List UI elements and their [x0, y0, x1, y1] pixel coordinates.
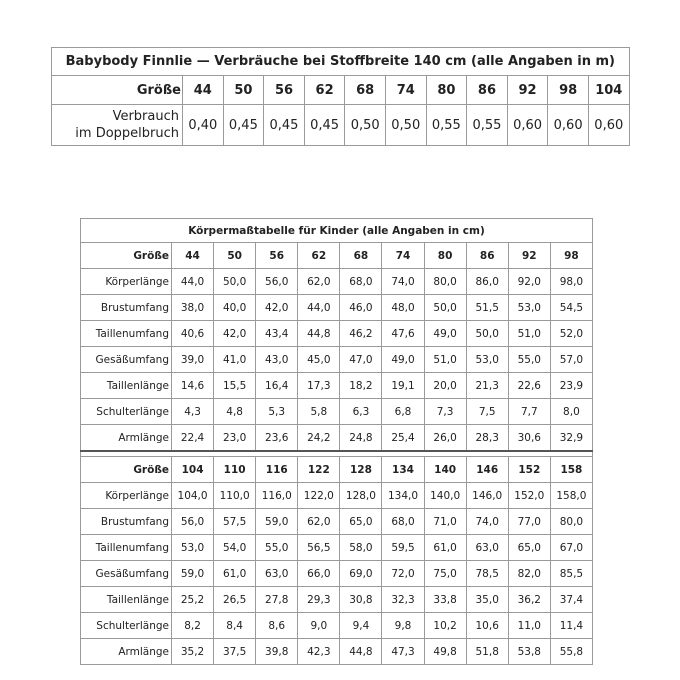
value-cell: 66,0	[298, 561, 340, 587]
value-cell: 122,0	[298, 483, 340, 509]
value-cell: 146,0	[466, 483, 508, 509]
value-cell: 59,0	[256, 509, 298, 535]
size-header-cell: 128	[340, 457, 382, 483]
value-cell: 42,3	[298, 639, 340, 665]
value-cell: 32,9	[550, 425, 592, 452]
row-label: Armlänge	[81, 639, 172, 665]
value-cell: 48,0	[382, 295, 424, 321]
value-cell: 9,8	[382, 613, 424, 639]
value-cell: 49,0	[424, 321, 466, 347]
value-cell: 59,0	[172, 561, 214, 587]
size-header-cell: 116	[256, 457, 298, 483]
value-cell: 54,5	[550, 295, 592, 321]
value-cell: 42,0	[256, 295, 298, 321]
value-cell: 65,0	[340, 509, 382, 535]
row-label-line: Verbrauch	[112, 109, 179, 124]
value-cell: 62,0	[298, 509, 340, 535]
value-cell: 47,0	[340, 347, 382, 373]
size-header-row	[81, 243, 593, 269]
value-cell: 68,0	[340, 269, 382, 295]
row-label-line: im Doppelbruch	[75, 126, 179, 141]
row-label: Körperlänge	[81, 483, 172, 509]
value-cell: 14,6	[172, 373, 214, 399]
value-cell: 44,8	[340, 639, 382, 665]
size-header-cell: 74	[385, 76, 426, 105]
value-cell: 0,40	[183, 105, 224, 146]
size-header-cell: 86	[467, 76, 508, 105]
value-cell: 80,0	[424, 269, 466, 295]
size-header-cell: 50	[223, 76, 264, 105]
value-cell: 86,0	[466, 269, 508, 295]
size-header-row	[81, 457, 593, 483]
value-cell: 7,3	[424, 399, 466, 425]
value-cell: 0,60	[507, 105, 548, 146]
table-row	[81, 295, 593, 321]
size-label: Größe	[81, 243, 172, 269]
value-cell: 62,0	[298, 269, 340, 295]
value-cell: 8,6	[256, 613, 298, 639]
value-cell: 23,9	[550, 373, 592, 399]
size-header-cell: 74	[382, 243, 424, 269]
value-cell: 0,45	[264, 105, 305, 146]
value-cell: 116,0	[256, 483, 298, 509]
value-cell: 7,7	[508, 399, 550, 425]
value-cell: 11,0	[508, 613, 550, 639]
value-cell: 41,0	[214, 347, 256, 373]
value-cell: 82,0	[508, 561, 550, 587]
value-cell: 56,0	[172, 509, 214, 535]
value-cell: 54,0	[214, 535, 256, 561]
table-row	[52, 105, 630, 146]
size-label: Größe	[52, 76, 183, 105]
value-cell: 50,0	[214, 269, 256, 295]
body-measurements-table	[80, 218, 593, 665]
size-label: Größe	[81, 457, 172, 483]
value-cell: 0,45	[223, 105, 264, 146]
value-cell: 57,5	[214, 509, 256, 535]
value-cell: 61,0	[214, 561, 256, 587]
value-cell: 37,5	[214, 639, 256, 665]
table-row	[81, 269, 593, 295]
row-label: Brustumfang	[81, 295, 172, 321]
value-cell: 75,0	[424, 561, 466, 587]
value-cell: 67,0	[550, 535, 592, 561]
row-label: Brustumfang	[81, 509, 172, 535]
size-header-cell: 146	[466, 457, 508, 483]
value-cell: 37,4	[550, 587, 592, 613]
value-cell: 8,4	[214, 613, 256, 639]
value-cell: 18,2	[340, 373, 382, 399]
value-cell: 56,0	[256, 269, 298, 295]
value-cell: 74,0	[382, 269, 424, 295]
size-header-cell: 44	[172, 243, 214, 269]
value-cell: 38,0	[172, 295, 214, 321]
table-title: Körpermaßtabelle für Kinder (alle Angaben in cm)	[81, 219, 593, 243]
row-label: Gesäßumfang	[81, 561, 172, 587]
value-cell: 68,0	[382, 509, 424, 535]
value-cell: 16,4	[256, 373, 298, 399]
value-cell: 110,0	[214, 483, 256, 509]
value-cell: 22,4	[172, 425, 214, 452]
value-cell: 21,3	[466, 373, 508, 399]
size-header-cell: 134	[382, 457, 424, 483]
table-row	[81, 587, 593, 613]
value-cell: 22,6	[508, 373, 550, 399]
value-cell: 55,0	[508, 347, 550, 373]
value-cell: 8,0	[550, 399, 592, 425]
value-cell: 27,8	[256, 587, 298, 613]
row-label: Taillenumfang	[81, 535, 172, 561]
value-cell: 50,0	[424, 295, 466, 321]
value-cell: 0,50	[385, 105, 426, 146]
value-cell: 40,0	[214, 295, 256, 321]
value-cell: 63,0	[466, 535, 508, 561]
value-cell: 4,3	[172, 399, 214, 425]
value-cell: 50,0	[466, 321, 508, 347]
size-header-cell: 104	[588, 76, 629, 105]
value-cell: 24,2	[298, 425, 340, 452]
size-header-cell: 110	[214, 457, 256, 483]
value-cell: 39,0	[172, 347, 214, 373]
value-cell: 55,8	[550, 639, 592, 665]
size-header-cell: 50	[214, 243, 256, 269]
table-row	[81, 639, 593, 665]
size-header-cell: 98	[548, 76, 589, 105]
value-cell: 15,5	[214, 373, 256, 399]
value-cell: 23,0	[214, 425, 256, 452]
value-cell: 33,8	[424, 587, 466, 613]
size-header-cell: 80	[424, 243, 466, 269]
table-row	[81, 509, 593, 535]
table-row	[81, 347, 593, 373]
value-cell: 61,0	[424, 535, 466, 561]
value-cell: 26,5	[214, 587, 256, 613]
table-row	[81, 425, 593, 452]
value-cell: 57,0	[550, 347, 592, 373]
value-cell: 19,1	[382, 373, 424, 399]
value-cell: 80,0	[550, 509, 592, 535]
row-label: Taillenlänge	[81, 587, 172, 613]
value-cell: 6,3	[340, 399, 382, 425]
value-cell: 25,2	[172, 587, 214, 613]
size-header-cell: 62	[304, 76, 345, 105]
table-row	[81, 399, 593, 425]
value-cell: 44,0	[172, 269, 214, 295]
size-header-cell: 140	[424, 457, 466, 483]
size-header-cell: 56	[264, 76, 305, 105]
consumption-table	[51, 47, 630, 146]
size-header-cell: 44	[183, 76, 224, 105]
value-cell: 26,0	[424, 425, 466, 452]
size-header-cell: 68	[340, 243, 382, 269]
value-cell: 158,0	[550, 483, 592, 509]
size-header-cell: 152	[508, 457, 550, 483]
value-cell: 30,8	[340, 587, 382, 613]
value-cell: 55,0	[256, 535, 298, 561]
value-cell: 51,8	[466, 639, 508, 665]
value-cell: 7,5	[466, 399, 508, 425]
table-title: Babybody Finnlie — Verbräuche bei Stoffbreite 140 cm (alle Angaben in m)	[52, 48, 630, 76]
value-cell: 20,0	[424, 373, 466, 399]
size-header-cell: 104	[172, 457, 214, 483]
value-cell: 140,0	[424, 483, 466, 509]
value-cell: 0,50	[345, 105, 386, 146]
value-cell: 47,3	[382, 639, 424, 665]
value-cell: 49,8	[424, 639, 466, 665]
size-header-cell: 92	[507, 76, 548, 105]
value-cell: 39,8	[256, 639, 298, 665]
value-cell: 42,0	[214, 321, 256, 347]
value-cell: 8,2	[172, 613, 214, 639]
value-cell: 63,0	[256, 561, 298, 587]
row-label: Schulterlänge	[81, 399, 172, 425]
value-cell: 17,3	[298, 373, 340, 399]
value-cell: 45,0	[298, 347, 340, 373]
size-header-cell: 122	[298, 457, 340, 483]
value-cell: 5,8	[298, 399, 340, 425]
table-row	[81, 561, 593, 587]
table-row	[81, 321, 593, 347]
value-cell: 32,3	[382, 587, 424, 613]
row-label: Körperlänge	[81, 269, 172, 295]
value-cell: 35,0	[466, 587, 508, 613]
size-header-cell: 56	[256, 243, 298, 269]
value-cell: 0,55	[467, 105, 508, 146]
value-cell: 11,4	[550, 613, 592, 639]
size-header-cell: 158	[550, 457, 592, 483]
value-cell: 51,5	[466, 295, 508, 321]
value-cell: 85,5	[550, 561, 592, 587]
value-cell: 40,6	[172, 321, 214, 347]
value-cell: 78,5	[466, 561, 508, 587]
value-cell: 92,0	[508, 269, 550, 295]
row-label: Schulterlänge	[81, 613, 172, 639]
size-header-cell: 86	[466, 243, 508, 269]
value-cell: 52,0	[550, 321, 592, 347]
value-cell: 77,0	[508, 509, 550, 535]
value-cell: 128,0	[340, 483, 382, 509]
table-row	[81, 373, 593, 399]
value-cell: 30,6	[508, 425, 550, 452]
value-cell: 53,8	[508, 639, 550, 665]
value-cell: 0,55	[426, 105, 467, 146]
size-header-cell: 92	[508, 243, 550, 269]
value-cell: 49,0	[382, 347, 424, 373]
table-row	[81, 613, 593, 639]
row-label: Taillenlänge	[81, 373, 172, 399]
value-cell: 69,0	[340, 561, 382, 587]
value-cell: 53,0	[508, 295, 550, 321]
value-cell: 59,5	[382, 535, 424, 561]
row-label: Gesäßumfang	[81, 347, 172, 373]
size-header-cell: 98	[550, 243, 592, 269]
row-label: Armlänge	[81, 425, 172, 452]
value-cell: 58,0	[340, 535, 382, 561]
value-cell: 46,0	[340, 295, 382, 321]
row-label: Taillenumfang	[81, 321, 172, 347]
value-cell: 44,8	[298, 321, 340, 347]
row-label	[52, 105, 183, 146]
value-cell: 44,0	[298, 295, 340, 321]
value-cell: 24,8	[340, 425, 382, 452]
value-cell: 23,6	[256, 425, 298, 452]
value-cell: 36,2	[508, 587, 550, 613]
value-cell: 74,0	[466, 509, 508, 535]
value-cell: 35,2	[172, 639, 214, 665]
size-header-row	[52, 76, 630, 105]
value-cell: 25,4	[382, 425, 424, 452]
value-cell: 47,6	[382, 321, 424, 347]
value-cell: 134,0	[382, 483, 424, 509]
value-cell: 10,6	[466, 613, 508, 639]
value-cell: 51,0	[508, 321, 550, 347]
value-cell: 71,0	[424, 509, 466, 535]
value-cell: 65,0	[508, 535, 550, 561]
value-cell: 43,0	[256, 347, 298, 373]
size-header-cell: 68	[345, 76, 386, 105]
value-cell: 0,45	[304, 105, 345, 146]
value-cell: 29,3	[298, 587, 340, 613]
value-cell: 28,3	[466, 425, 508, 452]
value-cell: 43,4	[256, 321, 298, 347]
value-cell: 53,0	[172, 535, 214, 561]
value-cell: 4,8	[214, 399, 256, 425]
value-cell: 104,0	[172, 483, 214, 509]
size-header-cell: 80	[426, 76, 467, 105]
value-cell: 9,0	[298, 613, 340, 639]
value-cell: 6,8	[382, 399, 424, 425]
table-row	[81, 535, 593, 561]
value-cell: 5,3	[256, 399, 298, 425]
value-cell: 10,2	[424, 613, 466, 639]
value-cell: 53,0	[466, 347, 508, 373]
title-row	[52, 48, 630, 76]
table-row	[81, 483, 593, 509]
value-cell: 0,60	[548, 105, 589, 146]
value-cell: 98,0	[550, 269, 592, 295]
value-cell: 72,0	[382, 561, 424, 587]
value-cell: 46,2	[340, 321, 382, 347]
value-cell: 56,5	[298, 535, 340, 561]
value-cell: 152,0	[508, 483, 550, 509]
size-header-cell: 62	[298, 243, 340, 269]
value-cell: 0,60	[588, 105, 629, 146]
value-cell: 9,4	[340, 613, 382, 639]
value-cell: 51,0	[424, 347, 466, 373]
title-row	[81, 219, 593, 243]
